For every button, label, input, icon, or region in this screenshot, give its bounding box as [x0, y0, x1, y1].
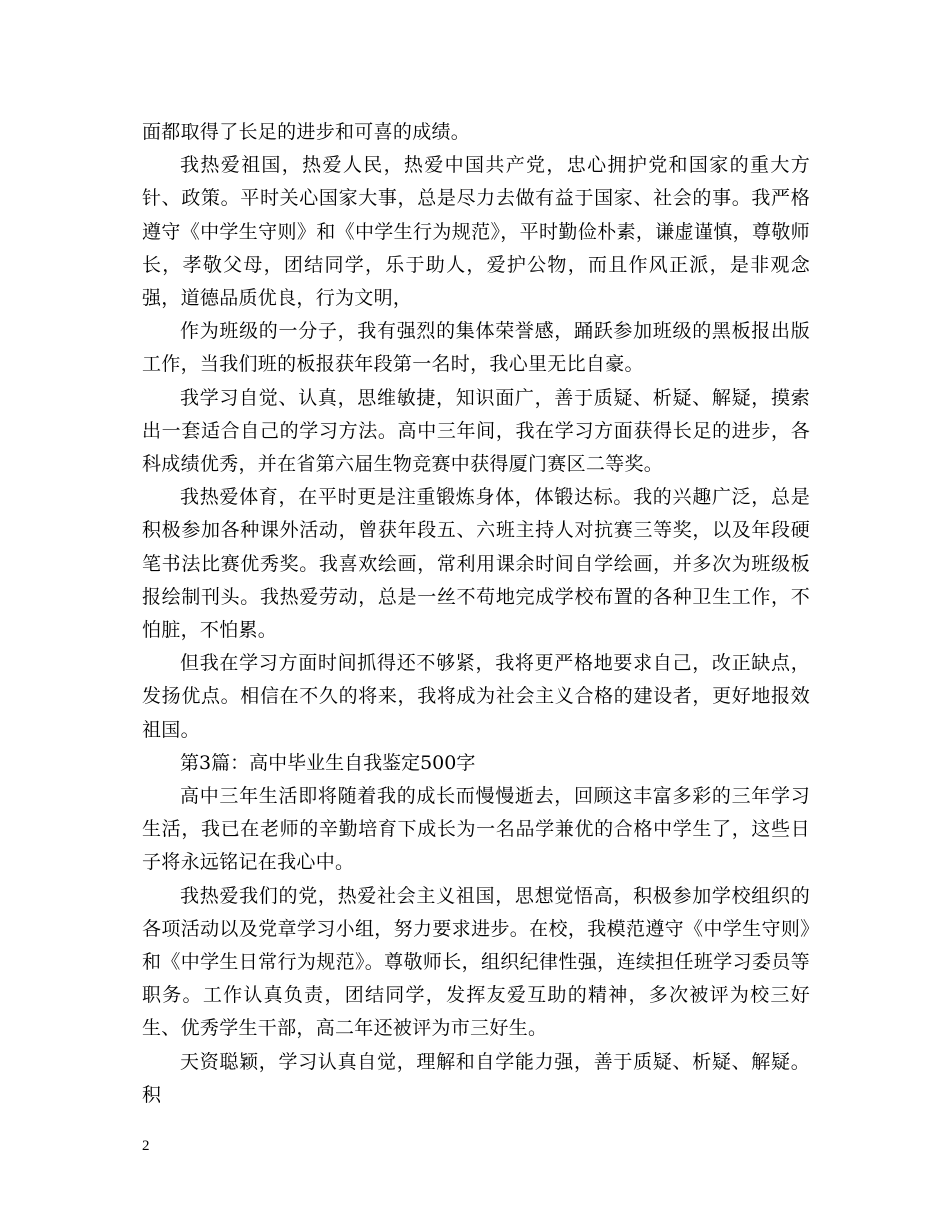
paragraph-continuation: 面都取得了长足的进步和可喜的成绩。	[142, 121, 471, 143]
document-body	[142, 116, 810, 1112]
paragraph-party: 我热爱我们的党，热爱社会主义祖国，思想觉悟高，积极参加学校组织的各项活动以及党章学习小组，努力要求进步。在校，我模范遵守《中学生守则》和《中学生日常行为规范》。尊敬师长，组织纪律性强，连续担任班学习委员等职务。工作认真负责，团结同学，发挥友爱互助的精神，多次被评为校三好生、优秀学生干部，高二年还被评为市三好生。	[142, 884, 810, 1040]
paragraph-class-honor: 作为班级的一分子，我有强烈的集体荣誉感，踊跃参加班级的黑板报出版工作，当我们班的板报获年段第一名时，我心里无比自豪。	[142, 320, 810, 376]
paragraph-sports-hobbies: 我热爱体育，在平时更是注重锻炼身体，体锻达标。我的兴趣广泛，总是积极参加各种课外活动，曾获年段五、六班主持人对抗赛三等奖，以及年段硬笔书法比赛优秀奖。我喜欢绘画，常利用课余时间自学绘画，并多次为班级板报绘制刊头。我热爱劳动，总是一丝不苟地完成学校布置的各种卫生工作，不怕脏，不怕累。	[142, 486, 810, 642]
paragraph-study: 我学习自觉、认真，思维敏捷，知识面广，善于质疑、析疑、解疑，摸索出一套适合自己的学习方法。高中三年间，我在学习方面获得长足的进步，各科成绩优秀，并在省第六届生物竞赛中获得厦门赛区二等奖。	[142, 386, 810, 476]
page-number: 2	[142, 1138, 150, 1154]
paragraph-talent: 天资聪颖，学习认真自觉，理解和自学能力强，善于质疑、析疑、解疑。积	[142, 1050, 810, 1106]
section-heading: 第3篇：高中毕业生自我鉴定500字	[180, 751, 476, 774]
paragraph-intro: 高中三年生活即将随着我的成长而慢慢逝去，回顾这丰富多彩的三年学习生活，我已在老师的辛勤培育下成长为一名品学兼优的合格中学生了，这些日子将永远铭记在我心中。	[142, 785, 810, 874]
paragraph-patriotism: 我热爱祖国，热爱人民，热爱中国共产党，忠心拥护党和国家的重大方针、政策。平时关心国家大事，总是尽力去做有益于国家、社会的事。我严格遵守《中学生守则》和《中学生行为规范》，平时勤俭朴素，谦虚谨慎，尊敬师长，孝敬父母，团结同学，乐于助人，爱护公物，而且作风正派，是非观念强，道德品质优良，行为文明，	[142, 154, 810, 310]
paragraph-shortcomings: 但我在学习方面时间抓得还不够紧，我将更严格地要求自己，改正缺点，发扬优点。相信在不久的将来，我将成为社会主义合格的建设者，更好地报效祖国。	[142, 652, 810, 741]
